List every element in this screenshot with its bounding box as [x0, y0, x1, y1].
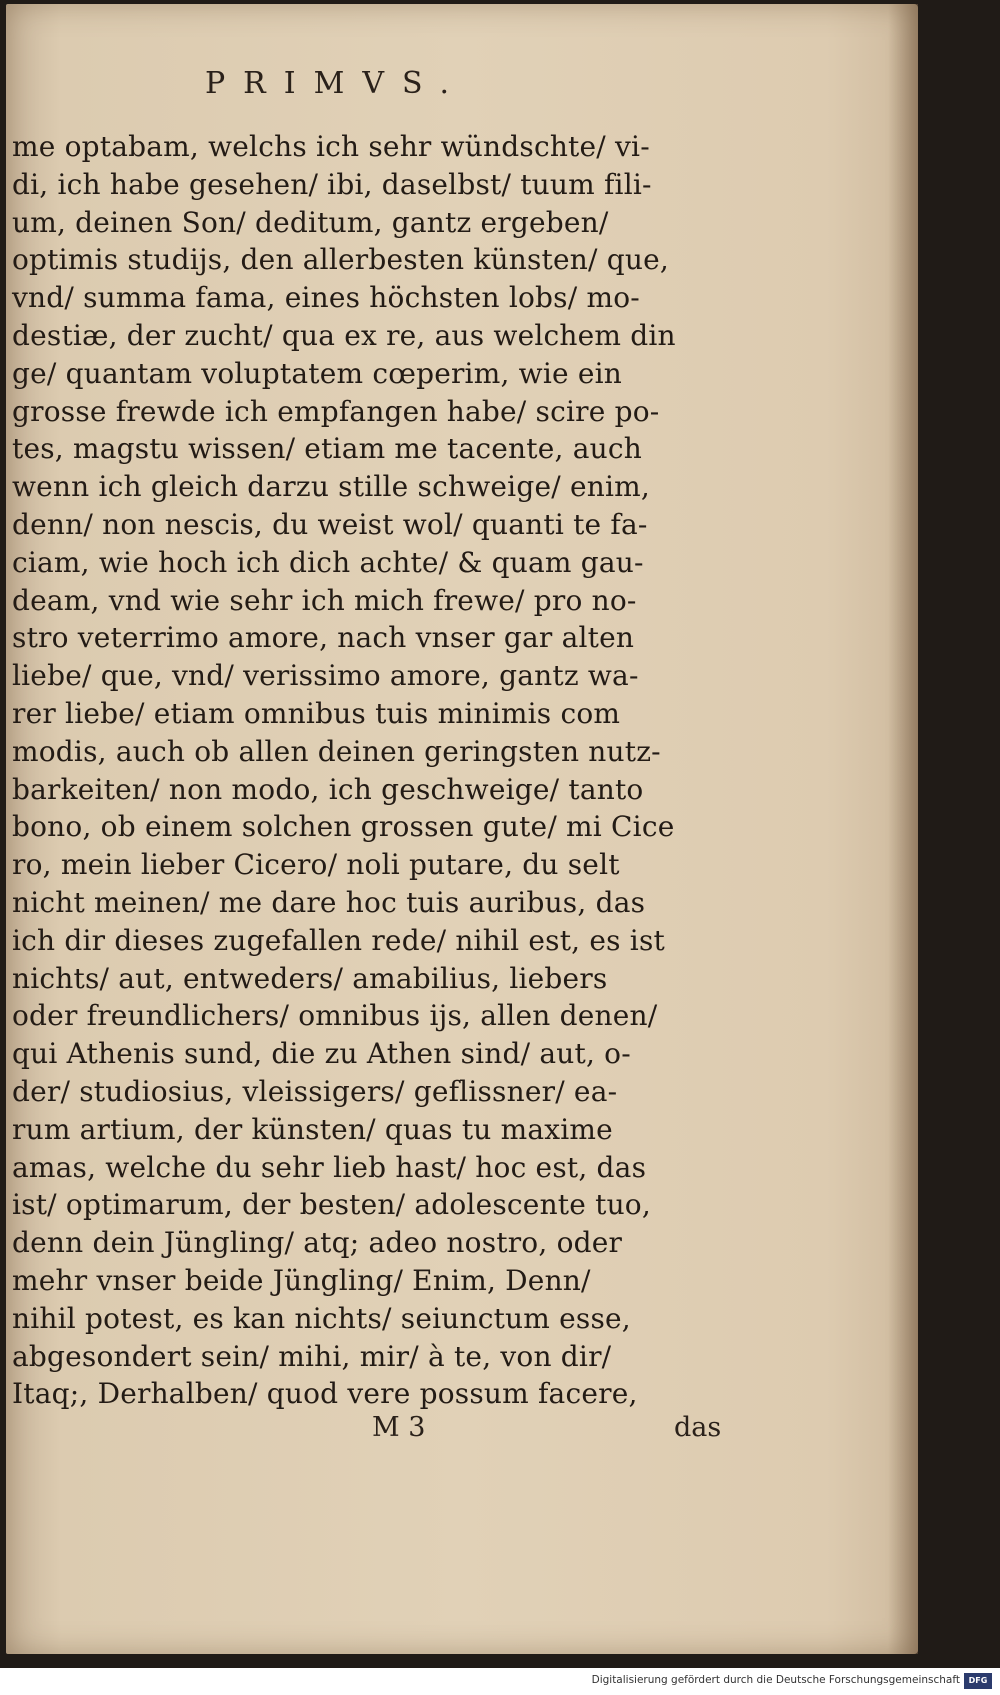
- text-line: denn dein Jüngling/ atq; adeo nostro, oder: [12, 1226, 623, 1260]
- text-line: vnd/ summa fama, eines höchsten lobs/ mo-: [12, 281, 640, 315]
- text-line: barkeiten/ non modo, ich geschweige/ tanto: [12, 772, 644, 806]
- text-line: ich dir dieses zugefallen rede/ nihil est, es ist: [12, 923, 665, 957]
- text-line: mehr vnser beide Jüngling/ Enim, Denn/: [12, 1263, 591, 1297]
- text-line: stro veterrimo amore, nach vnser gar alten: [12, 621, 635, 655]
- text-line: denn/ non nescis, du weist wol/ quanti te fa-: [12, 507, 648, 541]
- text-line: deam, vnd wie sehr ich mich frewe/ pro no-: [12, 583, 637, 617]
- text-line: der/ studiosius, vleissigers/ geflissner/ ea-: [12, 1074, 618, 1108]
- text-line: grosse frewde ich empfangen habe/ scire po-: [12, 394, 660, 428]
- text-line: di, ich habe gesehen/ ibi, daselbst/ tuum fili-: [12, 167, 652, 201]
- text-line: amas, welche du sehr lieb hast/ hoc est, das: [12, 1150, 647, 1184]
- text-line: rum artium, der künsten/ quas tu maxime: [12, 1112, 613, 1146]
- text-line: qui Athenis sund, die zu Athen sind/ aut, o-: [12, 1037, 631, 1071]
- text-line: tes, magstu wissen/ etiam me tacente, auch: [12, 432, 642, 466]
- dfg-logo: DFG: [964, 1673, 992, 1689]
- text-line: ge/ quantam voluptatem cœperim, wie ein: [12, 356, 623, 390]
- text-line: oder freundlichers/ omnibus ijs, allen denen/: [12, 999, 658, 1033]
- text-line: modis, auch ob allen deinen geringsten nutz-: [12, 734, 661, 768]
- text-line: destiæ, der zucht/ qua ex re, aus welchem din: [12, 318, 676, 352]
- text-line: ist/ optimarum, der besten/ adolescente tuo,: [12, 1188, 651, 1222]
- signature-mark: M 3: [372, 1412, 426, 1443]
- text-line: um, deinen Son/ deditum, gantz ergeben/: [12, 205, 609, 239]
- text-line: nihil potest, es kan nichts/ seiunctum esse,: [12, 1301, 631, 1335]
- text-line: me optabam, welchs ich sehr wündschte/ vi-: [12, 130, 650, 163]
- attribution-text: Digitalisierung gefördert durch die Deutsche Forschungsgemeinschaft: [591, 1674, 960, 1686]
- page-gutter-shadow: [888, 4, 918, 1654]
- text-line: ro, mein lieber Cicero/ noli putare, du selt: [12, 848, 620, 882]
- text-line: wenn ich gleich darzu stille schweige/ enim,: [12, 470, 650, 504]
- text-line: nichts/ aut, entweders/ amabilius, liebers: [12, 961, 608, 995]
- text-line: rer liebe/ etiam omnibus tuis minimis com: [12, 696, 621, 730]
- text-line: liebe/ que, vnd/ verissimo amore, gantz wa-: [12, 659, 639, 693]
- text-line: optimis studijs, den allerbesten künsten/ que,: [12, 243, 669, 277]
- body-text: [12, 128, 742, 1413]
- text-line: nicht meinen/ me dare hoc tuis auribus, das: [12, 885, 646, 919]
- page-footer: [372, 1412, 752, 1452]
- attribution-bar: [0, 1668, 1000, 1695]
- text-line: abgesondert sein/ mihi, mir/ à te, von dir/: [12, 1339, 612, 1373]
- running-head: PRIMVS.: [205, 66, 468, 101]
- text-line: ciam, wie hoch ich dich achte/ & quam gau-: [12, 545, 644, 579]
- catchword: das: [674, 1412, 722, 1443]
- text-line: Itaq;, Derhalben/ quod vere possum facere,: [12, 1377, 638, 1411]
- text-line: bono, ob einem solchen grossen gute/ mi Cice: [12, 810, 675, 844]
